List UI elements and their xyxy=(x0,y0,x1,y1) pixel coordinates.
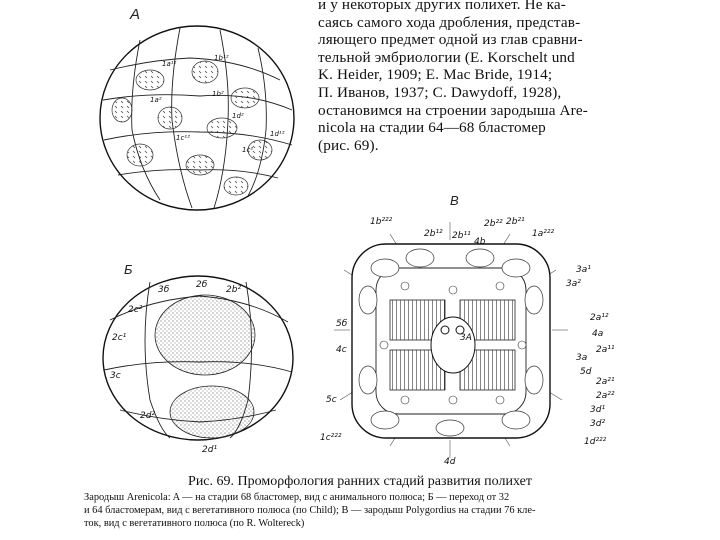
text-line: остановимся на строении зародыша Are- xyxy=(318,101,588,119)
cell-label: 2b¹² xyxy=(424,229,443,239)
caption-line: Зародыш Arenicola: A — на стадии 68 бластомер, вид с анимального полюса; Б — переход от 32 xyxy=(84,492,510,503)
cell-label: 2a¹² xyxy=(590,313,609,323)
cell-label: 1d²²² xyxy=(584,437,607,447)
cell-label: 1c¹² xyxy=(176,134,190,142)
panel-label-b-top: B xyxy=(450,193,459,208)
panel-label-b-bottom: Б xyxy=(124,262,133,277)
cell-label: 4a xyxy=(592,329,604,339)
embryo-panel-b-left xyxy=(103,276,293,455)
cell-label: 3d² xyxy=(590,419,606,429)
cell-label: 1a² xyxy=(150,96,162,104)
cell-label: 4d xyxy=(444,457,456,467)
text-line: nicola на стадии 64—68 бластомер xyxy=(318,119,546,137)
cell-label: 4b xyxy=(474,237,486,247)
cell-label: 2b²² xyxy=(484,219,503,229)
cell-label: 5d xyxy=(580,367,592,377)
cell-label: 1c² xyxy=(242,146,254,154)
cell-label: 2б xyxy=(196,280,208,290)
cell-label: 3a¹ xyxy=(576,265,591,275)
cell-label: 2d¹ xyxy=(202,445,218,455)
cell-label: 1a¹² xyxy=(162,60,177,68)
caption-line: и 64 бластомерам, вид с вегетативного полюса (по Child); В — зародыш Polygordius на стадии 76 кле- xyxy=(84,505,536,516)
text-line: и у некоторых других полихет. Не ка- xyxy=(318,0,566,13)
text-line: K. Heider, 1909; E. Mac Bride, 1914; xyxy=(318,66,553,84)
embryo-panel-a xyxy=(100,26,294,210)
cell-label: 3a xyxy=(576,353,588,363)
cell-label: 3A xyxy=(460,333,472,343)
cell-label: 2a¹¹ xyxy=(596,345,615,355)
cell-label: 2a²¹ xyxy=(596,377,615,387)
cell-label: 1b² xyxy=(212,90,224,98)
cell-label: 1d² xyxy=(232,112,244,120)
cell-label: 5c xyxy=(326,395,337,405)
cell-label: 4c xyxy=(336,345,347,355)
cell-label: 2c¹ xyxy=(112,333,127,343)
cell-label: 2b² xyxy=(226,285,242,295)
cell-label: 1b¹² xyxy=(214,54,229,62)
cell-label: 2c² xyxy=(128,305,143,315)
figure-caption-body xyxy=(84,491,644,530)
cell-label: 2d² xyxy=(140,411,156,421)
panel-label-a: A xyxy=(130,6,141,23)
cell-label: 2a²² xyxy=(596,391,615,401)
caption-line: ток, вид с вегетативного полюса (по R. Woltereck) xyxy=(84,518,305,529)
cell-label: 3d¹ xyxy=(590,405,606,415)
text-line: (рис. 69). xyxy=(318,136,379,154)
cell-label: 1b²²² xyxy=(370,217,393,227)
text-line: тельной эмбриологии (E. Korschelt und xyxy=(318,48,575,66)
text-line: ляющего предмет одной из глав сравни- xyxy=(318,31,583,49)
embryo-panel-b-right xyxy=(320,217,615,467)
cell-label: 3a² xyxy=(566,279,581,289)
cell-label: 2b²¹ xyxy=(506,217,525,227)
cell-label: 1c²²² xyxy=(320,433,342,443)
figure-caption-title: Рис. 69. Промορфология ранних стадий развития полихет xyxy=(188,474,532,489)
cell-label: 1d¹² xyxy=(270,130,285,138)
cell-label: 3б xyxy=(158,285,170,295)
cell-label: 5б xyxy=(336,319,348,329)
cell-label: 2b¹¹ xyxy=(452,231,471,241)
text-line: П. Иванов, 1937; C. Dawydoff, 1928), xyxy=(318,83,562,101)
cell-label: 3c xyxy=(110,371,121,381)
text-line: саясь самого хода дробления, представ- xyxy=(318,13,581,31)
cell-label: 1a²²² xyxy=(532,229,555,239)
